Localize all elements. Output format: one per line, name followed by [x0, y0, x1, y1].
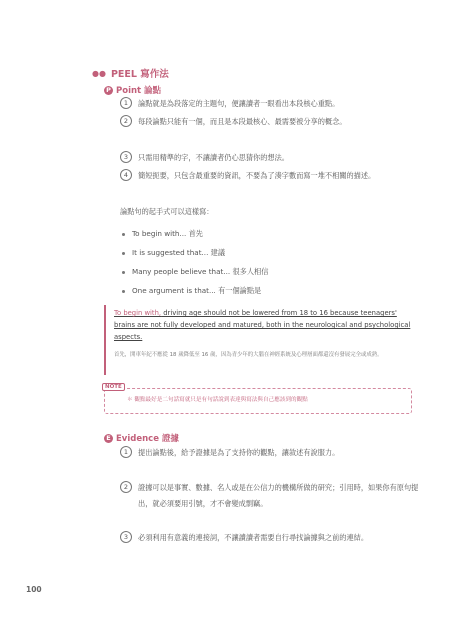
item-number: 2	[120, 481, 132, 493]
point-item	[120, 96, 420, 112]
starter-list-item	[122, 248, 225, 258]
page-number: 100	[26, 585, 42, 594]
starter-list-item	[122, 267, 268, 277]
evidence-item	[120, 530, 420, 546]
example-english	[114, 307, 412, 343]
note-tag: NOTE	[102, 383, 125, 391]
evidence-badge: E	[104, 434, 113, 443]
item-text: 論點就是為段落定的主題句，便讓讀者一眼看出本段核心重點。	[138, 99, 340, 108]
point-item	[120, 168, 420, 184]
item-text: 只需用精準的字，不讓讀者仍心思猜你的想法。	[138, 153, 289, 162]
starter-text: One argument is that... 有一個論點是	[132, 286, 262, 295]
starter-list-item	[122, 286, 261, 296]
point-label: Point 論點	[116, 86, 162, 96]
point-item	[120, 150, 420, 166]
evidence-item	[120, 480, 420, 512]
item-number: 2	[120, 115, 132, 127]
bullet-icon	[122, 252, 125, 255]
starter-intro: 論點句的起手式可以這樣寫：	[120, 207, 214, 216]
item-text: 必須利用有意義的連接詞，不讓讀讀者需要自行尋找論據與之前的連結。	[138, 533, 369, 542]
starter-list-item	[122, 229, 203, 239]
point-badge: P	[104, 86, 113, 95]
bullet-icon	[122, 290, 125, 293]
item-text: 每段論點只能有一個，而且是本段最核心、最需要被分享的概念。	[138, 117, 347, 126]
item-number: 1	[120, 97, 132, 109]
item-text: 證據可以是事實、數據、名人或是在公信力的機構所做的研究；引用時，如果你有原句提出，就必須要用引號，才不會變成剽竊。	[138, 483, 419, 508]
item-number: 1	[120, 446, 132, 458]
evidence-item	[120, 445, 420, 461]
point-subheading	[104, 84, 161, 96]
note-box	[104, 384, 412, 414]
bullet-icon	[122, 271, 125, 274]
evidence-subheading	[104, 432, 179, 444]
heading-bullet-icon: ●●	[92, 68, 106, 78]
item-number: 4	[120, 169, 132, 181]
item-number: 3	[120, 151, 132, 163]
evidence-label: Evidence 證據	[116, 434, 179, 444]
item-number: 3	[120, 531, 132, 543]
starter-text: It is suggested that... 建議	[132, 248, 226, 257]
point-item	[120, 114, 420, 130]
item-text: 提出論點後，給予證據是為了支持你的觀點，讓敘述有說服力。	[138, 448, 340, 457]
item-text: 簡短扼要，只包含最重要的資訊，不要為了湊字數而寫一堆不相關的描述。	[138, 171, 376, 180]
section-title: PEEL 寫作法	[110, 69, 169, 80]
starter-text: To begin with... 首先	[132, 229, 203, 238]
starter-text: Many people believe that... 很多人相信	[132, 267, 269, 276]
example-english-body: driving age should not be lowered from 18 to 16 because teenagers' brains are not fully developed and matured, both in the neurological and psychological aspects.	[114, 309, 411, 341]
example-box	[104, 305, 412, 375]
bullet-icon	[122, 233, 125, 236]
note-text: ＊ 觀點最好是二句話寫就只是有句話說到表達與寫法與自己應該到的觀點	[127, 397, 308, 403]
example-lead: To begin with,	[114, 309, 162, 317]
example-chinese: 首先，開車年紀不應從 18 歲降低至 16 歲，因為青少年的大腦在神經系統及心理層面都還沒有發展完全或成熟。	[114, 352, 383, 358]
section-heading	[92, 66, 169, 80]
